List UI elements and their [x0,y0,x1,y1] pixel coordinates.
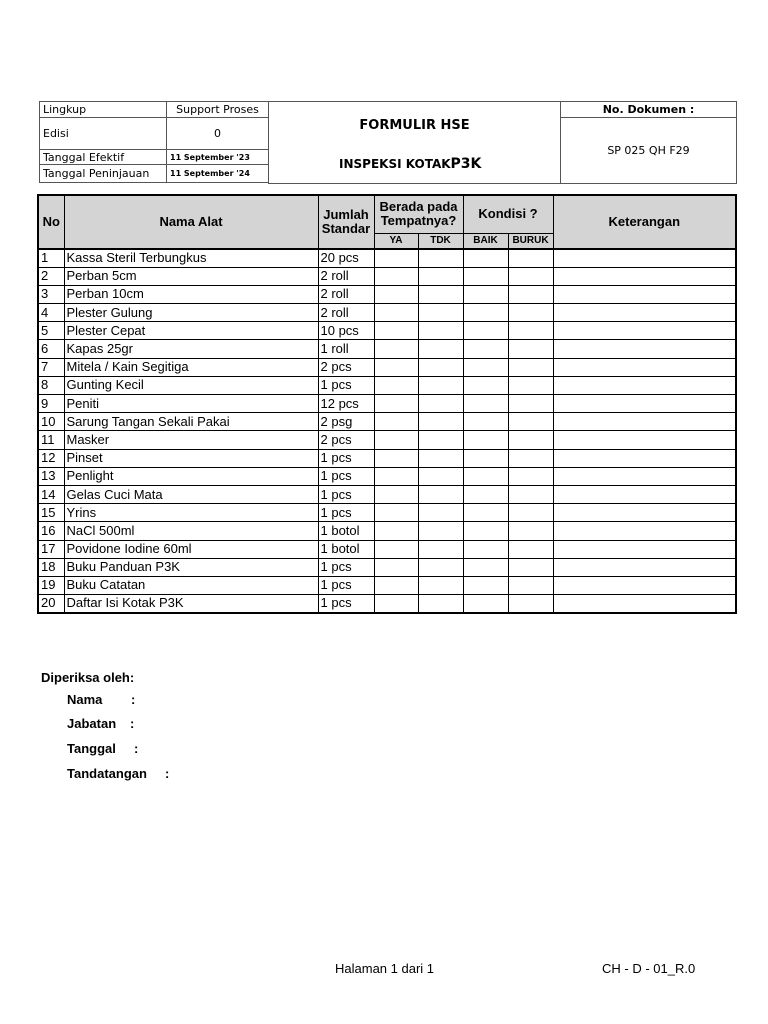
row-bad-cell[interactable] [508,395,553,413]
row-notes-cell[interactable] [553,540,736,558]
row-notes-cell[interactable] [553,376,736,394]
row-name: Pinset [64,449,318,467]
row-no-cell[interactable] [418,322,463,340]
row-no: 12 [38,449,64,467]
inspection-rows [38,249,736,613]
row-yes-cell[interactable] [374,267,418,285]
row-good-cell[interactable] [463,249,508,267]
form-title [269,102,561,184]
row-notes-cell[interactable] [553,413,736,431]
row-no: 3 [38,285,64,303]
row-notes-cell[interactable] [553,304,736,322]
row-name: Masker [64,431,318,449]
row-yes-cell[interactable] [374,413,418,431]
row-yes-cell[interactable] [374,249,418,267]
row-qty: 1 pcs [318,485,374,503]
row-qty: 2 pcs [318,358,374,376]
row-qty: 1 pcs [318,558,374,576]
col-yes-header: YA [374,233,418,249]
row-name: Kassa Steril Terbungkus [64,249,318,267]
position-label: Jabatan [67,716,117,731]
row-good-cell[interactable] [463,485,508,503]
row-good-cell[interactable] [463,413,508,431]
doc-no-label: No. Dokumen : [561,102,737,118]
table-row [38,413,736,431]
row-no: 9 [38,395,64,413]
row-no-cell[interactable] [418,358,463,376]
table-row [38,540,736,558]
row-no-cell[interactable] [418,431,463,449]
row-yes-cell[interactable] [374,576,418,594]
row-notes-cell[interactable] [553,340,736,358]
row-notes-cell[interactable] [553,558,736,576]
row-good-cell[interactable] [463,558,508,576]
row-name: Plester Gulung [64,304,318,322]
row-good-cell[interactable] [463,304,508,322]
document-code: CH - D - 01_R.0 [602,961,696,976]
row-notes-cell[interactable] [553,285,736,303]
row-no-cell[interactable] [418,376,463,394]
row-good-cell[interactable] [463,340,508,358]
row-good-cell[interactable] [463,285,508,303]
row-name: Kapas 25gr [64,340,318,358]
row-qty: 1 roll [318,340,374,358]
table-row [38,267,736,285]
row-bad-cell[interactable] [508,576,553,594]
row-notes-cell[interactable] [553,485,736,503]
effective-date-value: 11 September '23 [167,150,269,165]
inspection-table [37,194,737,614]
table-row [38,249,736,267]
table-row [38,322,736,340]
row-bad-cell[interactable] [508,340,553,358]
row-notes-cell[interactable] [553,467,736,485]
row-yes-cell[interactable] [374,595,418,613]
row-no-cell[interactable] [418,467,463,485]
row-no: 11 [38,431,64,449]
row-qty: 2 pcs [318,431,374,449]
checked-by-label: Diperiksa oleh: [41,670,135,685]
row-no: 16 [38,522,64,540]
row-bad-cell[interactable] [508,358,553,376]
row-no-cell[interactable] [418,304,463,322]
row-bad-cell[interactable] [508,467,553,485]
row-qty: 1 pcs [318,504,374,522]
row-bad-cell[interactable] [508,376,553,394]
row-good-cell[interactable] [463,576,508,594]
row-qty: 2 roll [318,285,374,303]
row-qty: 1 botol [318,522,374,540]
row-yes-cell[interactable] [374,358,418,376]
signature-label: Tandatangan [67,766,147,781]
review-date-label: Tanggal Peninjauan [40,165,167,183]
row-notes-cell[interactable] [553,595,736,613]
row-bad-cell[interactable] [508,249,553,267]
row-bad-cell[interactable] [508,431,553,449]
row-yes-cell[interactable] [374,395,418,413]
row-name: Yrins [64,504,318,522]
table-row [38,576,736,594]
doc-no-value: SP 025 QH F29 [561,118,737,184]
form-title-line2 [339,156,481,172]
row-no: 8 [38,376,64,394]
row-notes-cell[interactable] [553,358,736,376]
row-name: Buku Catatan [64,576,318,594]
row-yes-cell[interactable] [374,558,418,576]
table-row [38,558,736,576]
col-no-sub-header: TDK [418,233,463,249]
form-title-main: INSPEKSI KOTAK [339,157,451,171]
document-header [39,101,737,184]
row-bad-cell[interactable] [508,558,553,576]
row-qty: 1 botol [318,540,374,558]
row-good-cell[interactable] [463,595,508,613]
table-row [38,449,736,467]
row-no-cell[interactable] [418,595,463,613]
row-notes-cell[interactable] [553,449,736,467]
table-row [38,340,736,358]
row-no-cell[interactable] [418,285,463,303]
row-good-cell[interactable] [463,540,508,558]
table-row [38,376,736,394]
row-yes-cell[interactable] [374,449,418,467]
row-name: Perban 5cm [64,267,318,285]
row-good-cell[interactable] [463,467,508,485]
col-good-header: BAIK [463,233,508,249]
row-no-cell[interactable] [418,485,463,503]
row-no-cell[interactable] [418,395,463,413]
effective-date-label: Tanggal Efektif [40,150,167,165]
row-name: Perban 10cm [64,285,318,303]
edition-value: 0 [167,118,269,150]
row-no: 10 [38,413,64,431]
table-row [38,467,736,485]
row-notes-cell[interactable] [553,322,736,340]
row-name: Gunting Kecil [64,376,318,394]
row-qty: 1 pcs [318,595,374,613]
row-notes-cell[interactable] [553,576,736,594]
row-bad-cell[interactable] [508,540,553,558]
row-notes-cell[interactable] [553,431,736,449]
row-name: Penlight [64,467,318,485]
row-good-cell[interactable] [463,322,508,340]
page-number: Halaman 1 dari 1 [335,961,434,976]
row-qty: 2 roll [318,267,374,285]
row-notes-cell[interactable] [553,249,736,267]
row-no: 13 [38,467,64,485]
row-qty: 20 pcs [318,249,374,267]
row-no-cell[interactable] [418,267,463,285]
row-no: 5 [38,322,64,340]
table-row [38,485,736,503]
col-notes-header: Keterangan [553,195,736,249]
row-bad-cell[interactable] [508,595,553,613]
date-colon: : [134,741,139,756]
row-no: 15 [38,504,64,522]
row-qty: 1 pcs [318,576,374,594]
row-notes-cell[interactable] [553,522,736,540]
table-row [38,395,736,413]
col-no-header: No [38,195,64,249]
row-no-cell[interactable] [418,540,463,558]
row-qty: 2 roll [318,304,374,322]
table-row [38,522,736,540]
row-good-cell[interactable] [463,504,508,522]
row-good-cell[interactable] [463,522,508,540]
name-colon: : [131,692,136,707]
row-yes-cell[interactable] [374,522,418,540]
edition-label: Edisi [40,118,167,150]
scope-value: Support Proses [167,102,269,118]
row-good-cell[interactable] [463,431,508,449]
row-good-cell[interactable] [463,358,508,376]
row-yes-cell[interactable] [374,340,418,358]
table-row [38,304,736,322]
row-no: 2 [38,267,64,285]
row-name: Daftar Isi Kotak P3K [64,595,318,613]
row-yes-cell[interactable] [374,467,418,485]
row-bad-cell[interactable] [508,304,553,322]
row-no: 14 [38,485,64,503]
row-no: 1 [38,249,64,267]
row-good-cell[interactable] [463,395,508,413]
form-title-suffix: P3K [450,156,482,172]
row-yes-cell[interactable] [374,304,418,322]
row-no-cell[interactable] [418,340,463,358]
row-bad-cell[interactable] [508,285,553,303]
row-notes-cell[interactable] [553,267,736,285]
row-bad-cell[interactable] [508,322,553,340]
row-no: 18 [38,558,64,576]
row-no-cell[interactable] [418,558,463,576]
row-name: Povidone Iodine 60ml [64,540,318,558]
row-qty: 1 pcs [318,449,374,467]
row-yes-cell[interactable] [374,322,418,340]
scope-label: Lingkup [40,102,167,118]
row-no: 4 [38,304,64,322]
col-qty-header: Jumlah Standar [318,195,374,249]
col-name-header: Nama Alat [64,195,318,249]
row-no-cell[interactable] [418,413,463,431]
row-yes-cell[interactable] [374,376,418,394]
row-bad-cell[interactable] [508,267,553,285]
table-row [38,595,736,613]
row-bad-cell[interactable] [508,413,553,431]
row-yes-cell[interactable] [374,285,418,303]
row-no-cell[interactable] [418,504,463,522]
row-good-cell[interactable] [463,376,508,394]
row-name: Peniti [64,395,318,413]
table-row [38,431,736,449]
row-yes-cell[interactable] [374,431,418,449]
col-bad-header: BURUK [508,233,553,249]
row-no: 6 [38,340,64,358]
row-good-cell[interactable] [463,449,508,467]
row-notes-cell[interactable] [553,504,736,522]
row-no-cell[interactable] [418,522,463,540]
row-qty: 1 pcs [318,467,374,485]
date-label: Tanggal [67,741,116,756]
table-row [38,358,736,376]
row-no: 7 [38,358,64,376]
form-title-line1: FORMULIR HSE [359,118,470,133]
row-yes-cell[interactable] [374,540,418,558]
row-name: Gelas Cuci Mata [64,485,318,503]
row-good-cell[interactable] [463,267,508,285]
row-qty: 10 pcs [318,322,374,340]
row-bad-cell[interactable] [508,485,553,503]
signature-colon: : [165,766,170,781]
table-row [38,285,736,303]
row-qty: 1 pcs [318,376,374,394]
row-qty: 12 pcs [318,395,374,413]
row-yes-cell[interactable] [374,504,418,522]
row-no: 17 [38,540,64,558]
row-bad-cell[interactable] [508,522,553,540]
row-bad-cell[interactable] [508,504,553,522]
row-name: Sarung Tangan Sekali Pakai [64,413,318,431]
review-date-value: 11 September '24 [167,165,269,183]
row-no: 19 [38,576,64,594]
row-yes-cell[interactable] [374,485,418,503]
col-present-header: Berada pada Tempatnya? [374,195,463,233]
row-no: 20 [38,595,64,613]
position-colon: : [130,716,135,731]
row-bad-cell[interactable] [508,449,553,467]
row-notes-cell[interactable] [553,395,736,413]
table-row [38,504,736,522]
row-name: NaCl 500ml [64,522,318,540]
row-no-cell[interactable] [418,449,463,467]
name-label: Nama [67,692,103,707]
row-name: Plester Cepat [64,322,318,340]
row-name: Mitela / Kain Segitiga [64,358,318,376]
row-no-cell[interactable] [418,249,463,267]
row-no-cell[interactable] [418,576,463,594]
row-qty: 2 psg [318,413,374,431]
col-condition-header: Kondisi ? [463,195,553,233]
row-name: Buku Panduan P3K [64,558,318,576]
